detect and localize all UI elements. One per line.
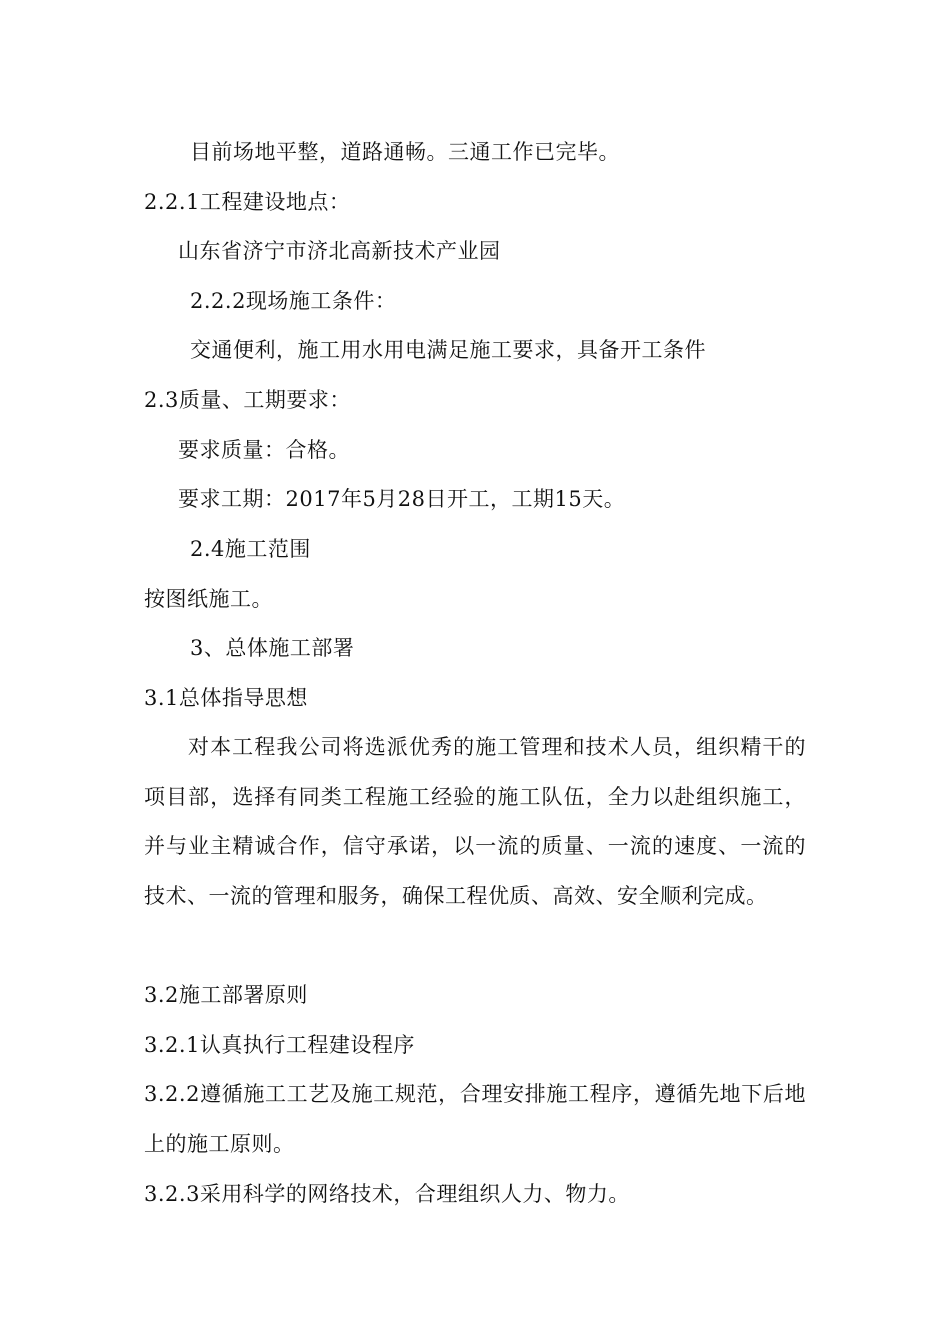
heading-2-4: 2.4施工范围: [190, 537, 311, 561]
paragraph-schedule-requirement: 要求工期：2017年5月28日开工，工期15天。: [178, 487, 626, 511]
heading-3-2-1: 3.2.1认真执行工程建设程序: [144, 1033, 415, 1057]
paragraph-3-2-3: 3.2.3采用科学的网络技术，合理组织人力、物力。: [144, 1182, 630, 1206]
heading-2-2-1: 2.2.1工程建设地点：: [144, 190, 351, 214]
heading-3-1: 3.1总体指导思想: [144, 686, 308, 710]
paragraph-guiding-principle: 对本工程我公司将选派优秀的施工管理和技术人员，组织精干的项目部，选择有同类工程施工经验的施工队伍，全力以赴组织施工，并与业主精诚合作，信守承诺，以一流的质量、一流的速度、一流的技术、一流的管理和服务，确保工程优质、高效、安全顺利完成。: [144, 735, 806, 908]
paragraph-scope: 按图纸施工。: [144, 587, 273, 611]
paragraph-site-conditions: 交通便利，施工用水用电满足施工要求，具备开工条件: [190, 338, 706, 362]
paragraph-location: 山东省济宁市济北高新技术产业园: [178, 239, 501, 263]
paragraph-quality-requirement: 要求质量：合格。: [178, 438, 350, 462]
paragraph-3-2-2: 3.2.2遵循施工工艺及施工规范，合理安排施工程序，遵循先地下后地上的施工原则。: [144, 1082, 806, 1156]
heading-2-2-2: 2.2.2现场施工条件：: [190, 289, 397, 313]
paragraph-site-status: 目前场地平整，道路通畅。三通工作已完毕。: [190, 140, 620, 164]
heading-2-3: 2.3质量、工期要求：: [144, 388, 351, 412]
heading-3: 3、总体施工部署: [190, 636, 355, 660]
heading-3-2: 3.2施工部署原则: [144, 983, 308, 1007]
